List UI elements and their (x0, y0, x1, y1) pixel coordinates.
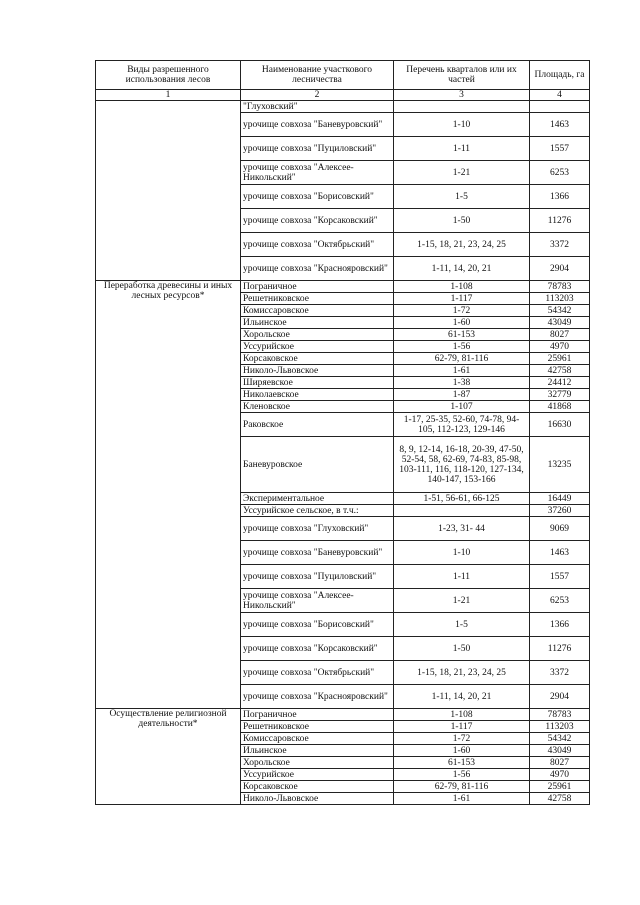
header-forestry-name: Наименование участкового лесничества (241, 61, 394, 90)
forestry-name-cell: урочище совхоза "Глуховский" (241, 517, 394, 541)
area-cell: 3372 (530, 233, 590, 257)
area-cell: 2904 (530, 685, 590, 709)
area-cell: 113203 (530, 293, 590, 305)
table-column-numbers-row (96, 90, 590, 101)
use-type-cell: Осуществление религиозной деятельности* (96, 709, 241, 805)
area-cell: 43049 (530, 745, 590, 757)
forestry-name-cell: Кленовское (241, 401, 394, 413)
quarters-cell: 1-38 (394, 377, 530, 389)
quarters-cell: 1-72 (394, 305, 530, 317)
quarters-cell: 1-11, 14, 20, 21 (394, 257, 530, 281)
area-cell: 1463 (530, 113, 590, 137)
forestry-name-cell: Хорольское (241, 329, 394, 341)
forestry-name-cell: Хорольское (241, 757, 394, 769)
quarters-cell: 1-15, 18, 21, 23, 24, 25 (394, 661, 530, 685)
forestry-name-cell: урочище совхоза "Баневуровский" (241, 541, 394, 565)
table-header-row (96, 61, 590, 90)
area-cell: 24412 (530, 377, 590, 389)
forestry-name-cell: Комиссаровское (241, 305, 394, 317)
area-cell (530, 101, 590, 113)
quarters-cell: 1-5 (394, 185, 530, 209)
quarters-cell: 61-153 (394, 757, 530, 769)
quarters-cell: 1-117 (394, 721, 530, 733)
forestry-name-cell: "Глуховский" (241, 101, 394, 113)
quarters-cell: 1-21 (394, 589, 530, 613)
forestry-name-cell: Уссурийское (241, 341, 394, 353)
area-cell: 16630 (530, 413, 590, 437)
header-quarters: Перечень кварталов или их частей (394, 61, 530, 90)
quarters-cell: 1-56 (394, 769, 530, 781)
quarters-cell: 1-56 (394, 341, 530, 353)
area-cell: 1366 (530, 613, 590, 637)
area-cell: 78783 (530, 281, 590, 293)
area-cell: 32779 (530, 389, 590, 401)
forest-use-table (95, 60, 590, 805)
quarters-cell: 1-117 (394, 293, 530, 305)
forestry-name-cell: Ильинское (241, 317, 394, 329)
forestry-name-cell: Уссурийское (241, 769, 394, 781)
forestry-name-cell: Комиссаровское (241, 733, 394, 745)
forestry-name-cell: Корсаковское (241, 353, 394, 365)
forestry-name-cell: урочище совхоза "Краснояровский" (241, 257, 394, 281)
quarters-cell: 62-79, 81-116 (394, 781, 530, 793)
area-cell: 1366 (530, 185, 590, 209)
quarters-cell: 62-79, 81-116 (394, 353, 530, 365)
quarters-cell: 8, 9, 12-14, 16-18, 20-39, 47-50, 52-54, 58, 62-69, 74-83, 85-98, 103-111, 116, 118-120, 127-134, 140-147, 153-166 (394, 437, 530, 493)
area-cell: 78783 (530, 709, 590, 721)
quarters-cell: 1-108 (394, 281, 530, 293)
forestry-name-cell: Корсаковское (241, 781, 394, 793)
area-cell: 9069 (530, 517, 590, 541)
forestry-name-cell: урочище совхоза "Пуциловский" (241, 137, 394, 161)
forestry-name-cell: Николаевское (241, 389, 394, 401)
header-use-type: Виды разрешенного использования лесов (96, 61, 241, 90)
quarters-cell: 1-60 (394, 745, 530, 757)
area-cell: 2904 (530, 257, 590, 281)
quarters-cell: 1-11 (394, 137, 530, 161)
column-number: 4 (530, 90, 590, 101)
area-cell: 3372 (530, 661, 590, 685)
area-cell: 43049 (530, 317, 590, 329)
quarters-cell: 1-10 (394, 541, 530, 565)
forestry-name-cell: Экспериментальное (241, 493, 394, 505)
area-cell: 1463 (530, 541, 590, 565)
use-type-cell: Переработка древесины и иных лесных ресурсов* (96, 281, 241, 709)
quarters-cell: 61-153 (394, 329, 530, 341)
forestry-name-cell: урочище совхоза "Октябрьский" (241, 233, 394, 257)
area-cell: 13235 (530, 437, 590, 493)
quarters-cell: 1-5 (394, 613, 530, 637)
forestry-name-cell: урочище совхоза "Октябрьский" (241, 661, 394, 685)
column-number: 3 (394, 90, 530, 101)
area-cell: 42758 (530, 365, 590, 377)
forestry-name-cell: урочище совхоза "Краснояровский" (241, 685, 394, 709)
table-row (96, 709, 590, 721)
quarters-cell: 1-50 (394, 637, 530, 661)
forestry-name-cell: Пограничное (241, 281, 394, 293)
forestry-name-cell: Уссурийское сельское, в т.ч.: (241, 505, 394, 517)
forestry-name-cell: Пограничное (241, 709, 394, 721)
area-cell: 6253 (530, 589, 590, 613)
forestry-name-cell: Ильинское (241, 745, 394, 757)
area-cell: 37260 (530, 505, 590, 517)
column-number: 1 (96, 90, 241, 101)
area-cell: 8027 (530, 329, 590, 341)
forestry-name-cell: урочище совхоза "Пуциловский" (241, 565, 394, 589)
forestry-name-cell: Решетниковское (241, 293, 394, 305)
area-cell: 16449 (530, 493, 590, 505)
area-cell: 25961 (530, 781, 590, 793)
area-cell: 1557 (530, 565, 590, 589)
forestry-name-cell: Раковское (241, 413, 394, 437)
quarters-cell: 1-10 (394, 113, 530, 137)
forestry-name-cell: Ширяевское (241, 377, 394, 389)
quarters-cell: 1-108 (394, 709, 530, 721)
forestry-name-cell: урочище совхоза "Корсаковский" (241, 209, 394, 233)
quarters-cell: 1-21 (394, 161, 530, 185)
forestry-name-cell: урочище совхоза "Борисовский" (241, 613, 394, 637)
use-type-cell (96, 101, 241, 281)
quarters-cell: 1-72 (394, 733, 530, 745)
area-cell: 8027 (530, 757, 590, 769)
column-number: 2 (241, 90, 394, 101)
area-cell: 4970 (530, 769, 590, 781)
forestry-name-cell: урочище совхоза "Алексее-Никольский" (241, 161, 394, 185)
area-cell: 11276 (530, 637, 590, 661)
forestry-name-cell: Баневуровское (241, 437, 394, 493)
area-cell: 54342 (530, 305, 590, 317)
area-cell: 41868 (530, 401, 590, 413)
quarters-cell: 1-11, 14, 20, 21 (394, 685, 530, 709)
quarters-cell: 1-107 (394, 401, 530, 413)
quarters-cell: 1-87 (394, 389, 530, 401)
forestry-name-cell: урочище совхоза "Баневуровский" (241, 113, 394, 137)
quarters-cell: 1-23, 31- 44 (394, 517, 530, 541)
quarters-cell: 1-51, 56-61, 66-125 (394, 493, 530, 505)
area-cell: 54342 (530, 733, 590, 745)
quarters-cell: 1-60 (394, 317, 530, 329)
quarters-cell: 1-50 (394, 209, 530, 233)
forestry-name-cell: урочище совхоза "Корсаковский" (241, 637, 394, 661)
area-cell: 6253 (530, 161, 590, 185)
area-cell: 25961 (530, 353, 590, 365)
forestry-name-cell: Николо-Львовское (241, 365, 394, 377)
table-row (96, 281, 590, 293)
forestry-name-cell: урочище совхоза "Борисовский" (241, 185, 394, 209)
forestry-name-cell: Николо-Львовское (241, 793, 394, 805)
forestry-name-cell: Решетниковское (241, 721, 394, 733)
area-cell: 11276 (530, 209, 590, 233)
quarters-cell: 1-17, 25-35, 52-60, 74-78, 94-105, 112-123, 129-146 (394, 413, 530, 437)
area-cell: 113203 (530, 721, 590, 733)
area-cell: 42758 (530, 793, 590, 805)
quarters-cell: 1-61 (394, 793, 530, 805)
table-row (96, 101, 590, 113)
area-cell: 1557 (530, 137, 590, 161)
quarters-cell: 1-11 (394, 565, 530, 589)
header-area: Площадь, га (530, 61, 590, 90)
quarters-cell (394, 505, 530, 517)
forestry-name-cell: урочище совхоза "Алексее-Никольский" (241, 589, 394, 613)
quarters-cell (394, 101, 530, 113)
area-cell: 4970 (530, 341, 590, 353)
quarters-cell: 1-15, 18, 21, 23, 24, 25 (394, 233, 530, 257)
quarters-cell: 1-61 (394, 365, 530, 377)
